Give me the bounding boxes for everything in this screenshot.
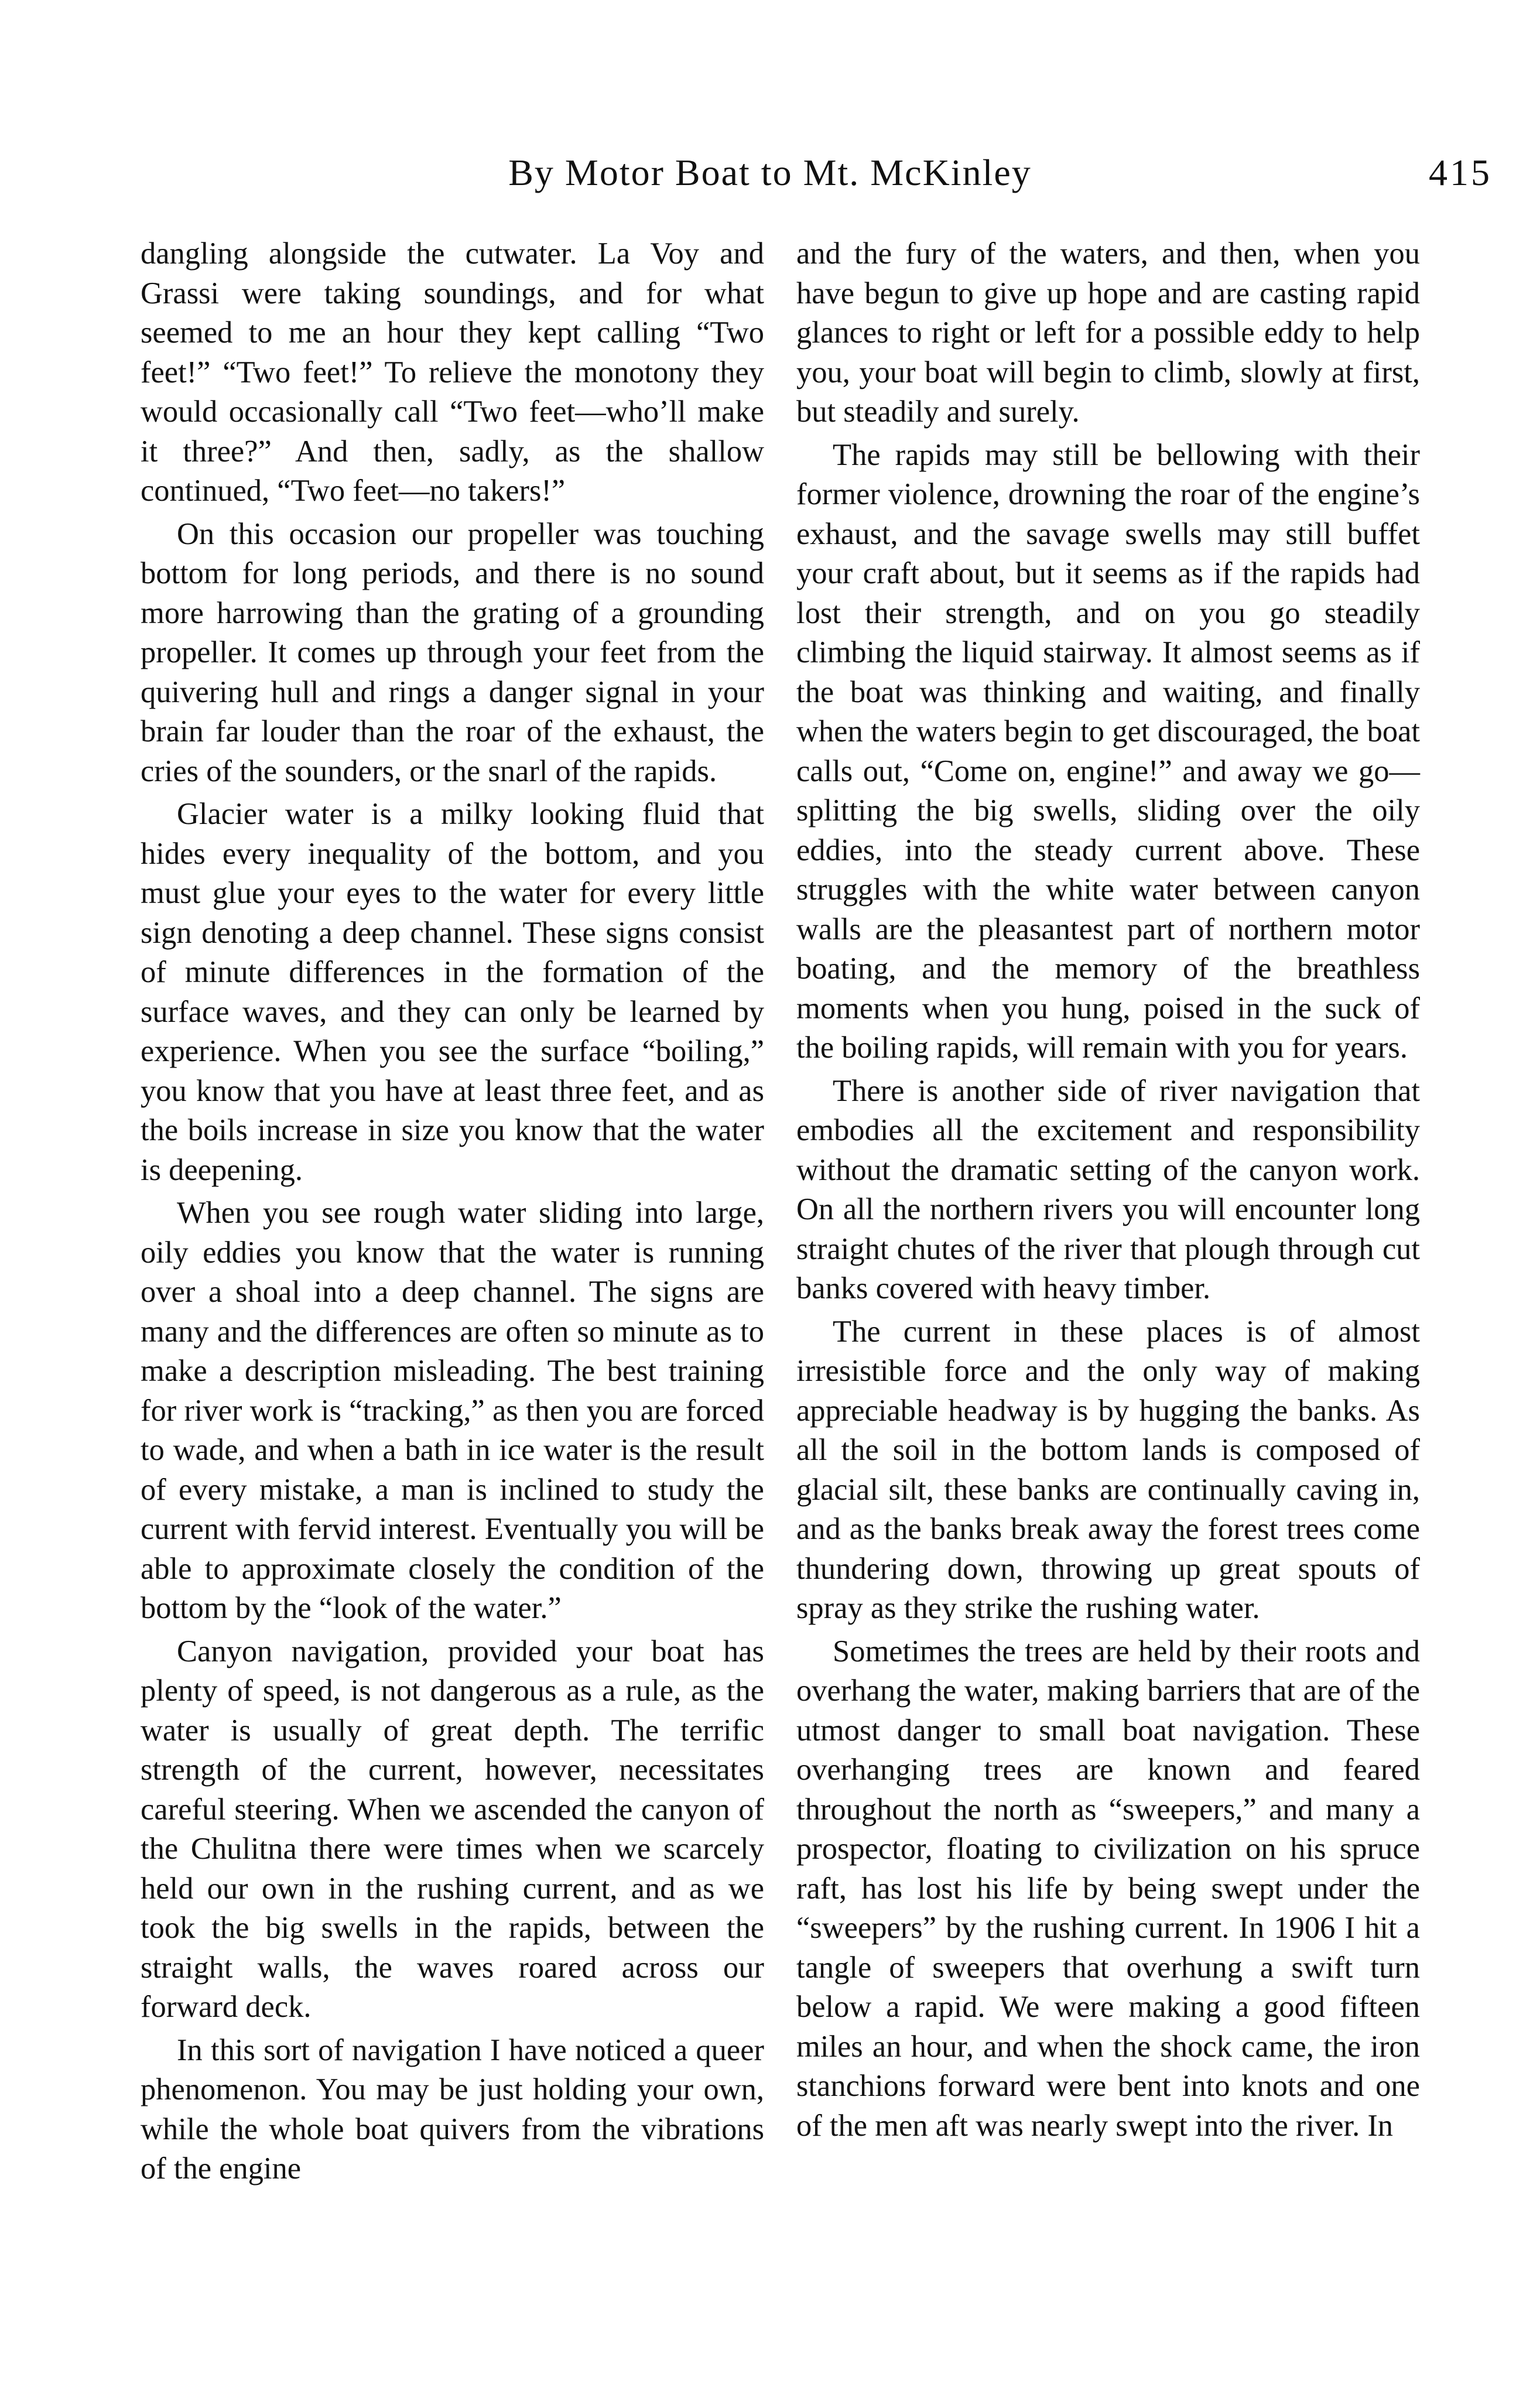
paragraph: dangling alongside the cutwater. La Voy and Grassi were taking soundings, and for what seemed to me an hour they kept calling “Two feet!” “Two feet!” To relieve the monotony they would occasionally call “Two feet—who’ll make it three?” And then, sadly, as the shallow continued, “Two feet—no takers!”	[141, 237, 764, 508]
paragraph: In this sort of navigation I have noticed a queer phenomenon. You may be just holding your own, while the whole boat quivers from the vibrations of the engine	[141, 2033, 764, 2185]
paragraph: When you see rough water sliding into large, oily eddies you know that the water is running over a shoal into a deep channel. The signs are many and the differences are often so minute as to make a description misleading. The best training for river work is “tracking,” as then you are forced to wade, and when a bath in ice water is the result of every mistake, a man is inclined to study the current with fervid interest. Eventually you will be able to approximate closely the condition of the bottom by the “look of the water.”	[141, 1196, 764, 1625]
paragraph: Sometimes the trees are held by their roots and overhang the water, making barriers that are of the utmost danger to small boat navigation. These overhanging trees are known and feared throughout the north as “sweepers,” and many a prospector, floating to civilization on his spruce raft, has lost his life by being swept under the “sweepers” by the rushing current. In 1906 I hit a tangle of sweepers that overhung a swift turn below a rapid. We were making a good fifteen miles an hour, and when the shock came, the iron stanchions forward were bent into knots and one of the men aft was nearly swept into the river. In	[796, 1634, 1420, 2143]
paragraph: There is another side of river navigation that embodies all the excitement and responsibility without the dramatic setting of the canyon work. On all the northern rivers you will encounter long straight chutes of the river that plough through cut banks covered with heavy timber.	[796, 1073, 1420, 1305]
paragraph: and the fury of the waters, and then, when you have begun to give up hope and are casting rapid glances to right or left for a possible eddy to help you, your boat will begin to climb, slowly at first, but steadily and surely.	[796, 237, 1420, 429]
right-column	[796, 234, 1420, 2149]
page-number: 415	[1429, 152, 1492, 193]
paragraph: On this occasion our propeller was touching bottom for long periods, and there is no sound more harrowing than the grating of a grounding propeller. It comes up through your feet from the quivering hull and rings a danger signal in your brain far louder than the roar of the exhaust, the cries of the sounders, or the snarl of the rapids.	[141, 517, 764, 788]
page-header-title: By Motor Boat to Mt. McKinley	[508, 152, 1032, 193]
paragraph: Canyon navigation, provided your boat has plenty of speed, is not dangerous as a rule, as the water is usually of great depth. The terrific strength of the current, however, necessitates careful steering. When we ascended the canyon of the Chulitna there were times when we scarcely held our own in the rushing current, and as we took the big swells in the rapids, between the straight walls, the waves roared across our forward deck.	[141, 1634, 764, 2024]
paragraph: Glacier water is a milky looking fluid that hides every inequality of the bottom, and you must glue your eyes to the water for every little sign denoting a deep channel. These signs consist of minute differences in the formation of the surface waves, and they can only be learned by experience. When you see the surface “boiling,” you know that you have at least three feet, and as the boils increase in size you know that the water is deepening.	[141, 797, 764, 1187]
paragraph: The rapids may still be bellowing with their former violence, drowning the roar of the engine’s exhaust, and the savage swells may still buffet your craft about, but it seems as if the rapids had lost their strength, and on you go steadily climbing the liquid stairway. It almost seems as if the boat was thinking and waiting, and finally when the waters begin to get discouraged, the boat calls out, “Come on, engine!” and away we go—splitting the big swells, sliding over the oily eddies, into the steady current above. These struggles with the white water between canyon walls are the pleasantest part of northern motor boating, and the memory of the breathless moments when you hung, poised in the suck of the boiling rapids, will remain with you for years.	[796, 437, 1420, 1065]
left-column	[141, 234, 764, 2193]
paragraph: The current in these places is of almost irresistible force and the only way of making appreciable headway is by hugging the banks. As all the soil in the bottom lands is composed of glacial silt, these banks are continually caving in, and as the banks break away the forest trees come thundering down, throwing up great spouts of spray as they strike the rushing water.	[796, 1314, 1420, 1625]
